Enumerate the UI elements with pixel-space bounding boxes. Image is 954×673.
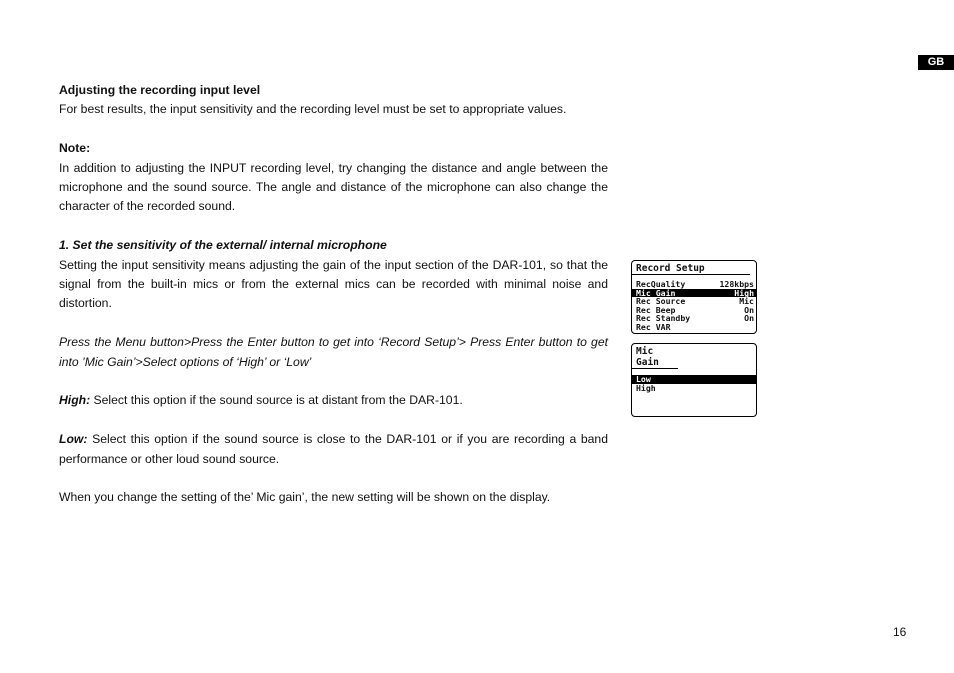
high-label: High:	[59, 393, 91, 408]
mic-gain-option	[632, 384, 756, 393]
high-option-paragraph	[59, 391, 608, 410]
record-setup-item-label: RecQuality	[636, 279, 686, 289]
step-paragraph: Setting the input sensitivity means adjusting the gain of the input section of the DAR-101, so that the signal from the built-in mics or from the external mics can be recorded with minimal noise and distortion.	[59, 257, 608, 311]
record-setup-menu	[632, 280, 756, 332]
mic-gain-screen	[631, 343, 757, 417]
record-setup-item-label: Rec Beep	[636, 304, 676, 315]
manual-content	[59, 81, 608, 508]
mic-gain-title: Mic Gain	[632, 344, 678, 369]
note-label: Note:	[59, 141, 91, 156]
record-setup-item-value: High	[734, 287, 754, 298]
record-setup-item-label: Rec Source	[636, 296, 686, 307]
page-number: 16	[893, 625, 907, 639]
language-badge: GB	[918, 55, 954, 70]
record-setup-item-label: Mic Gain	[636, 287, 676, 298]
record-setup-item-value: 128kbps	[719, 279, 754, 289]
section-heading: Adjusting the recording input level	[59, 83, 261, 97]
record-setup-item-label: Rec VAR	[636, 321, 671, 332]
note-paragraph: In addition to adjusting the INPUT recording level, try changing the distance and angle between the microphone and the sound source. The angle and distance of the microphone can also change the character of the recorded sound.	[59, 160, 608, 214]
instruction-paragraph: Press the Menu button>Press the Enter button to get into ‘Record Setup’> Press Enter button to get into ’Mic Gain’>Select options of ‘High’ or ‘Low’	[59, 335, 608, 369]
record-setup-item-value: Mic	[739, 296, 754, 307]
record-setup-item-value: On	[744, 304, 754, 315]
mic-gain-option-label: Low	[636, 374, 651, 384]
mic-gain-menu	[632, 375, 756, 392]
record-setup-item-value: On	[744, 313, 754, 324]
record-setup-item-label: Rec Standby	[636, 313, 691, 324]
mic-gain-option-label: High	[636, 382, 656, 393]
high-description: Select this option if the sound source is at distant from the DAR-101.	[90, 393, 463, 408]
intro-paragraph: For best results, the input sensitivity and the recording level must be set to appropriate values.	[59, 102, 567, 117]
low-description: Select this option if the sound source is close to the DAR-101 or if you are recording a band performance or other loud sound source.	[59, 432, 608, 466]
record-setup-screen	[631, 260, 757, 334]
record-setup-item	[632, 323, 756, 332]
step-heading: 1. Set the sensitivity of the external/ internal microphone	[59, 238, 387, 253]
closing-paragraph: When you change the setting of the’ Mic gain’, the new setting will be shown on the display.	[59, 490, 551, 505]
low-label: Low:	[59, 432, 88, 447]
low-option-paragraph	[59, 430, 608, 469]
record-setup-title: Record Setup	[632, 261, 750, 275]
